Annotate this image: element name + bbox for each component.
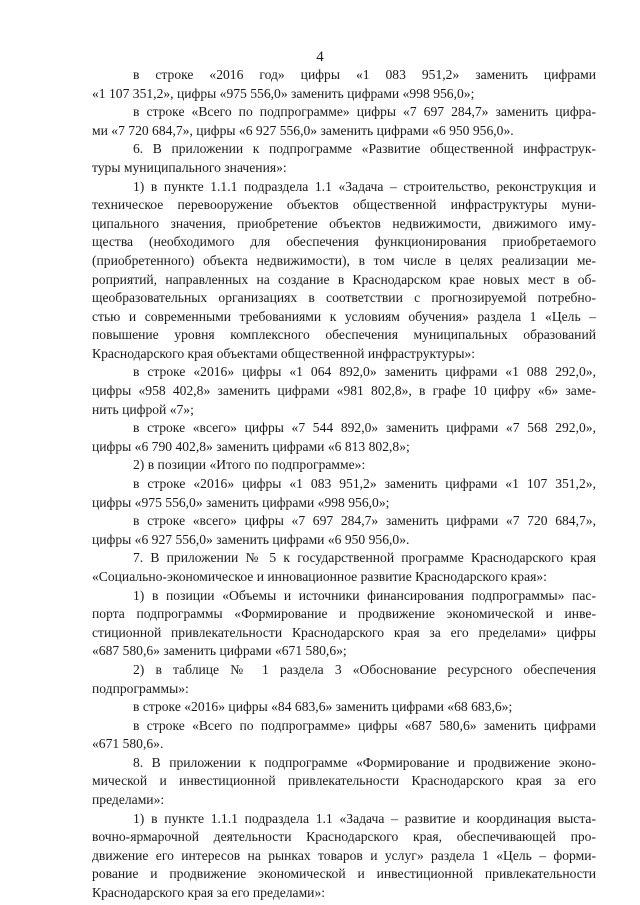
text-line: роприятий, направленных на создание в Краснодарском крае новых мест в об- bbox=[92, 272, 596, 287]
text-line: 8. В приложении к подпрограмме «Формирование и продвижение эконо- bbox=[133, 755, 596, 770]
text-line: в строке «2016 год» цифры «1 083 951,2» заменить цифрами bbox=[133, 67, 596, 82]
page-number: 4 bbox=[316, 49, 324, 65]
text-line: вочно-ярмарочной деятельности Краснодарского края, обеспечивающей про- bbox=[92, 829, 596, 844]
text-line: туры муниципального значения»: bbox=[92, 160, 287, 175]
text-line: подпрограммы»: bbox=[92, 681, 189, 696]
text-line: стью и современными требованиями к условиям обучения» раздела 1 «Цель – bbox=[92, 309, 596, 324]
text-line: 6. В приложении к подпрограмме «Развитие общественной инфраструк- bbox=[133, 141, 596, 156]
text-line: в строке «Всего по подпрограмме» цифры «7 697 284,7» заменить цифра- bbox=[133, 104, 596, 119]
text-line: ми «7 720 684,7», цифры «6 927 556,0» заменить цифрами «6 950 956,0». bbox=[92, 123, 514, 138]
text-line: цифры «6 927 556,0» заменить цифрами «6 950 956,0». bbox=[92, 532, 410, 547]
text-line: «1 107 351,2», цифры «975 556,0» заменить цифрами «998 956,0»; bbox=[92, 86, 475, 101]
text-line: 1) в пункте 1.1.1 подраздела 1.1 «Задача – развитие и координация выста- bbox=[133, 811, 596, 826]
text-line: в строке «всего» цифры «7 697 284,7» заменить цифрами «7 720 684,7», bbox=[133, 513, 596, 528]
text-line: щеобразовательных организациях в соответствии с прогнозируемой потребно- bbox=[92, 290, 596, 305]
text-line: цифры «958 402,8» заменить цифрами «981 802,8», в графе 10 цифру «6» заме- bbox=[92, 383, 596, 398]
text-line: нить цифрой «7»; bbox=[92, 402, 194, 417]
text-line: движение его интересов на рынках товаров и услуг» раздела 1 «Цель – форми- bbox=[92, 848, 596, 863]
text-line: Краснодарского края за его пределами»: bbox=[92, 885, 326, 900]
text-line: пределами»: bbox=[92, 792, 165, 807]
text-line: в строке «2016» цифры «84 683,6» заменить цифрами «68 683,6»; bbox=[133, 699, 513, 714]
text-line: в строке «2016» цифры «1 083 951,2» заменить цифрами «1 107 351,2», bbox=[133, 476, 596, 491]
text-line: ципального значения, приобретение объектов недвижимости, движимого иму- bbox=[92, 216, 596, 231]
text-line: «671 580,6». bbox=[92, 736, 164, 751]
text-line: порта подпрограммы «Формирование и продвижение экономической и инве- bbox=[92, 606, 596, 621]
text-line: цифры «6 790 402,8» заменить цифрами «6 813 802,8»; bbox=[92, 439, 410, 454]
text-line: «Социально-экономическое и инновационное развитие Краснодарского края»: bbox=[92, 569, 547, 584]
text-line: в строке «всего» цифры «7 544 892,0» заменить цифрами «7 568 292,0», bbox=[133, 420, 596, 435]
text-line: 1) в пункте 1.1.1 подраздела 1.1 «Задача – строительство, реконструкция и bbox=[133, 179, 596, 194]
text-line: 7. В приложении № 5 к государственной программе Краснодарского края bbox=[133, 550, 596, 565]
text-line: щества (необходимого для обеспечения функционирования приобретаемого bbox=[92, 234, 596, 249]
text-line: в строке «Всего по подпрограмме» цифры «687 580,6» заменить цифрами bbox=[133, 718, 596, 733]
text-line: стиционной привлекательности Краснодарского края за его пределами» цифры bbox=[92, 625, 596, 640]
text-line: 2) в позиции «Итого по подпрограмме»: bbox=[133, 457, 366, 472]
text-line: повышение уровня комплексного обеспечения муниципальных образований bbox=[92, 327, 596, 342]
text-line: мической и инвестиционной привлекательности Краснодарского края за его bbox=[92, 773, 596, 788]
text-line: «687 580,6» заменить цифрами «671 580,6»; bbox=[92, 643, 347, 658]
text-line: рование и продвижение экономической и инвестиционной привлекательности bbox=[92, 866, 596, 881]
text-line: (приобретенного) объекта недвижимости), в том числе в целях реализации ме- bbox=[92, 253, 596, 268]
text-line: 2) в таблице № 1 раздела 3 «Обоснование ресурсного обеспечения bbox=[133, 662, 596, 677]
text-line: в строке «2016» цифры «1 064 892,0» заменить цифрами «1 088 292,0», bbox=[133, 364, 596, 379]
text-line: цифры «975 556,0» заменить цифрами «998 956,0»; bbox=[92, 495, 390, 510]
text-line: 1) в позиции «Объемы и источники финансирования подпрограммы» пас- bbox=[133, 588, 596, 603]
text-line: Краснодарского края объектами общественной инфраструктуры»: bbox=[92, 346, 476, 361]
text-line: техническое перевооружение объектов общественной инфраструктуры муни- bbox=[92, 197, 596, 212]
